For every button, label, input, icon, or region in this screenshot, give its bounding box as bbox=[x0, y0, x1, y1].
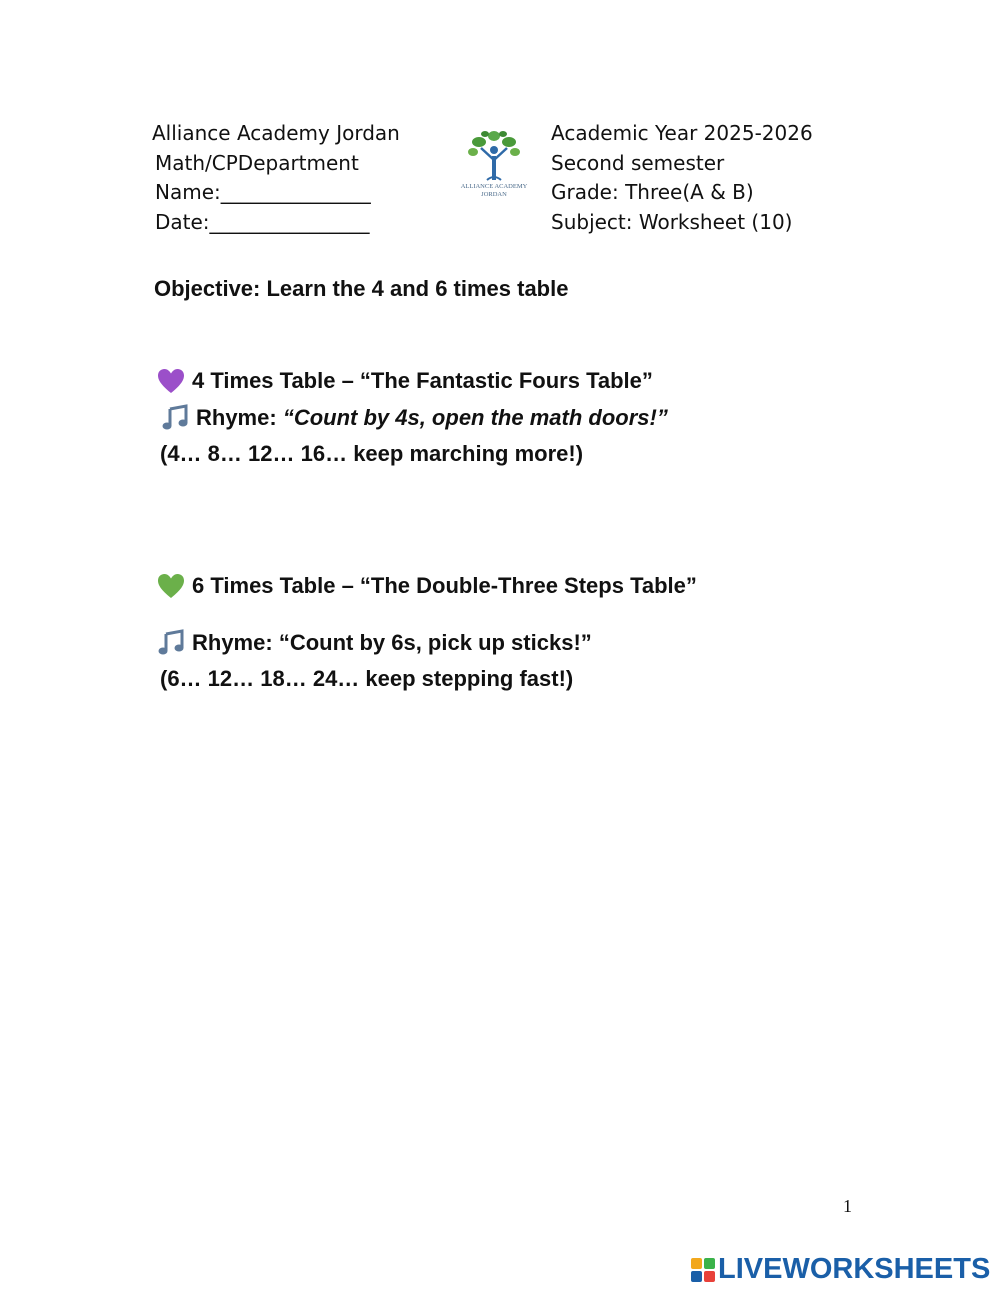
header-right bbox=[551, 119, 813, 237]
liveworksheets-logo-icon bbox=[691, 1258, 715, 1282]
section-4-title-line bbox=[156, 366, 653, 396]
section-4-rhyme-line bbox=[160, 403, 668, 433]
rhyme-text: “Count by 4s, open the math doors!” bbox=[282, 405, 668, 430]
logo-text-line1: ALLIANCE ACADEMY bbox=[460, 183, 528, 190]
rhyme-text: “Count by 6s, pick up sticks!” bbox=[278, 630, 592, 655]
liveworksheets-brand[interactable] bbox=[691, 1253, 990, 1286]
section-6-title-line bbox=[156, 571, 697, 601]
green-heart-icon bbox=[156, 571, 186, 601]
header-left bbox=[152, 119, 400, 237]
page-number: 1 bbox=[843, 1196, 852, 1216]
department: Math/CPDepartment bbox=[155, 150, 359, 175]
subject: Subject: Worksheet (10) bbox=[551, 209, 793, 234]
semester: Second semester bbox=[551, 150, 725, 175]
brand-wordmark: LIVEWORKSHEETS bbox=[718, 1253, 991, 1285]
section-6-sequence: (6… 12… 18… 24… keep stepping fast!) bbox=[160, 666, 574, 691]
section-6-title: 6 Times Table – “The Double-Three Steps Table” bbox=[192, 573, 697, 598]
section-4-title: 4 Times Table – “The Fantastic Fours Table” bbox=[192, 368, 653, 393]
logo-text-line2: JORDAN bbox=[481, 191, 507, 198]
purple-heart-icon bbox=[156, 366, 186, 396]
section-6-rhyme-line bbox=[156, 628, 592, 658]
music-note-icon bbox=[156, 628, 186, 658]
objective: Objective: Learn the 4 and 6 times table bbox=[154, 276, 569, 301]
academic-year: Academic Year 2025-2026 bbox=[551, 121, 813, 145]
name-field: Name:_______________ bbox=[155, 180, 371, 204]
grade: Grade: Three(A & B) bbox=[551, 180, 754, 204]
date-field: Date:________________ bbox=[155, 209, 370, 234]
school-logo bbox=[459, 130, 529, 206]
section-4-sequence: (4… 8… 12… 16… keep marching more!) bbox=[160, 441, 584, 466]
school-name: Alliance Academy Jordan bbox=[152, 121, 400, 145]
tree-logo-icon bbox=[459, 130, 529, 182]
rhyme-label: Rhyme: bbox=[196, 405, 277, 430]
rhyme-label: Rhyme: bbox=[192, 630, 273, 655]
music-note-icon bbox=[160, 403, 190, 433]
